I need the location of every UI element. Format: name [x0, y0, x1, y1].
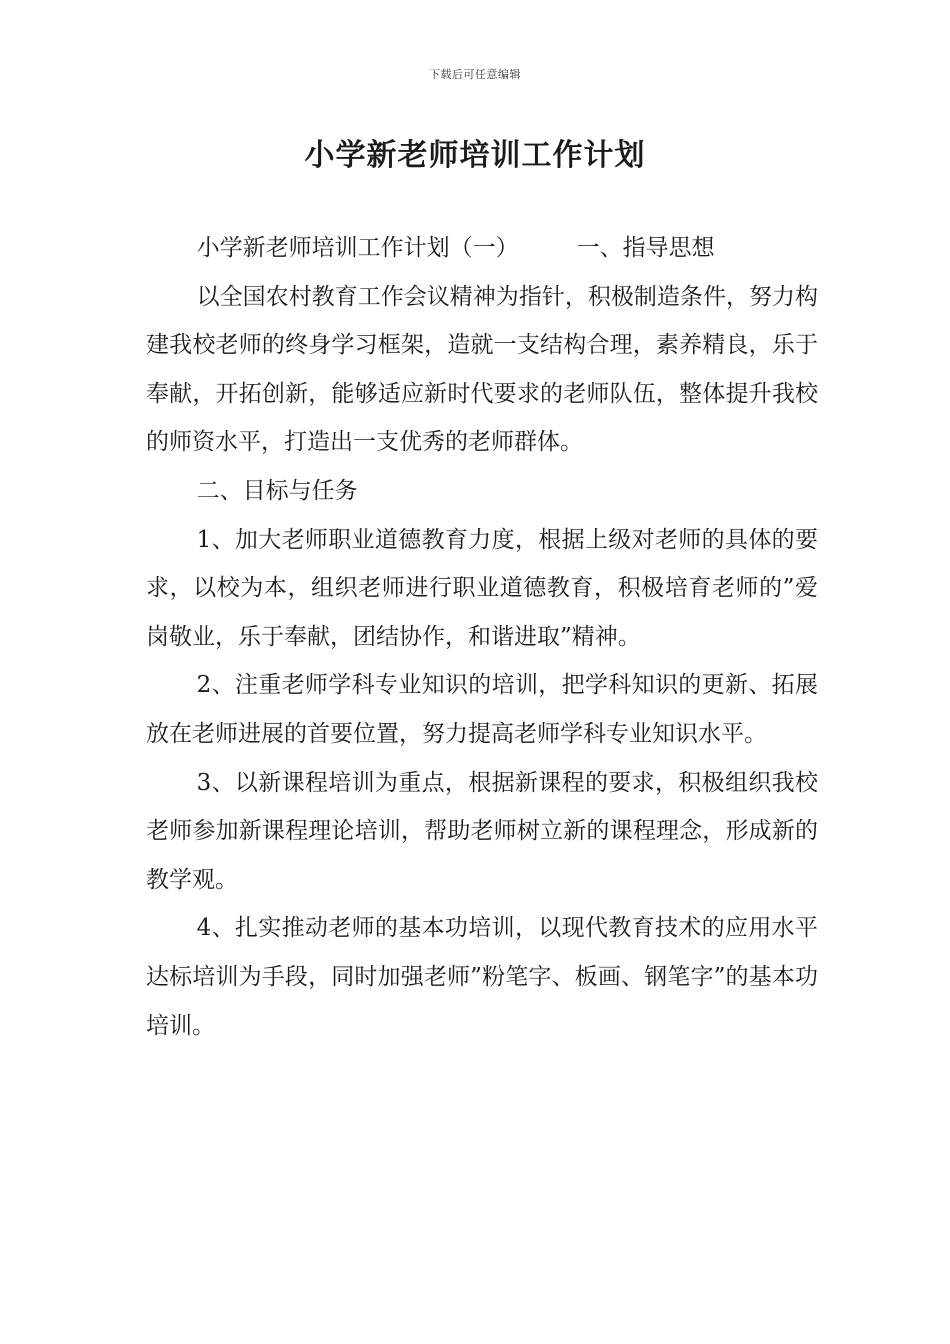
- section-heading-goals: 二、目标与任务: [196, 477, 358, 504]
- header-note: 下载后可任意编辑: [429, 68, 521, 81]
- page-title: 小学新老师培训工作计划: [304, 138, 646, 173]
- paragraph-goal-1: 1、加大老师职业道德教育力度，根据上级对老师的具体的要求，以校为本，组织老师进行职业道德教育，积极培育老师的”爱岗敬业，乐于奉献，团结协作，和谐进取”精神。: [146, 526, 818, 650]
- section-heading-guiding-thought: 一、指导思想: [576, 235, 715, 261]
- paragraph-goal-4: 4、扎实推动老师的基本功培训，以现代教育技术的应用水平达标培训为手段，同时加强老师”粉笔字、板画、钢笔字”的基本功培训。: [146, 915, 818, 1039]
- paragraph-goal-3: 3、以新课程培训为重点，根据新课程的要求，积极组织我校老师参加新课程理论培训，帮助老师树立新的课程理念，形成新的教学观。: [146, 769, 818, 893]
- paragraph-goal-2: 2、注重老师学科专业知识的培训，把学科知识的更新、拓展放在老师进展的首要位置，努力提高老师学科专业知识水平。: [146, 672, 818, 747]
- document-body: [146, 224, 818, 1050]
- plan-subtitle: 小学新老师培训工作计划（一）: [196, 235, 519, 261]
- intro-line: [146, 224, 818, 273]
- paragraph-guiding-thought: 以全国农村教育工作会议精神为指针，积极制造条件，努力构建我校老师的终身学习框架，造就一支结构合理，素养精良，乐于奉献，开拓创新，能够适应新时代要求的老师队伍，整体提升我校的师资水平，打造出一支优秀的老师群体。: [146, 283, 818, 456]
